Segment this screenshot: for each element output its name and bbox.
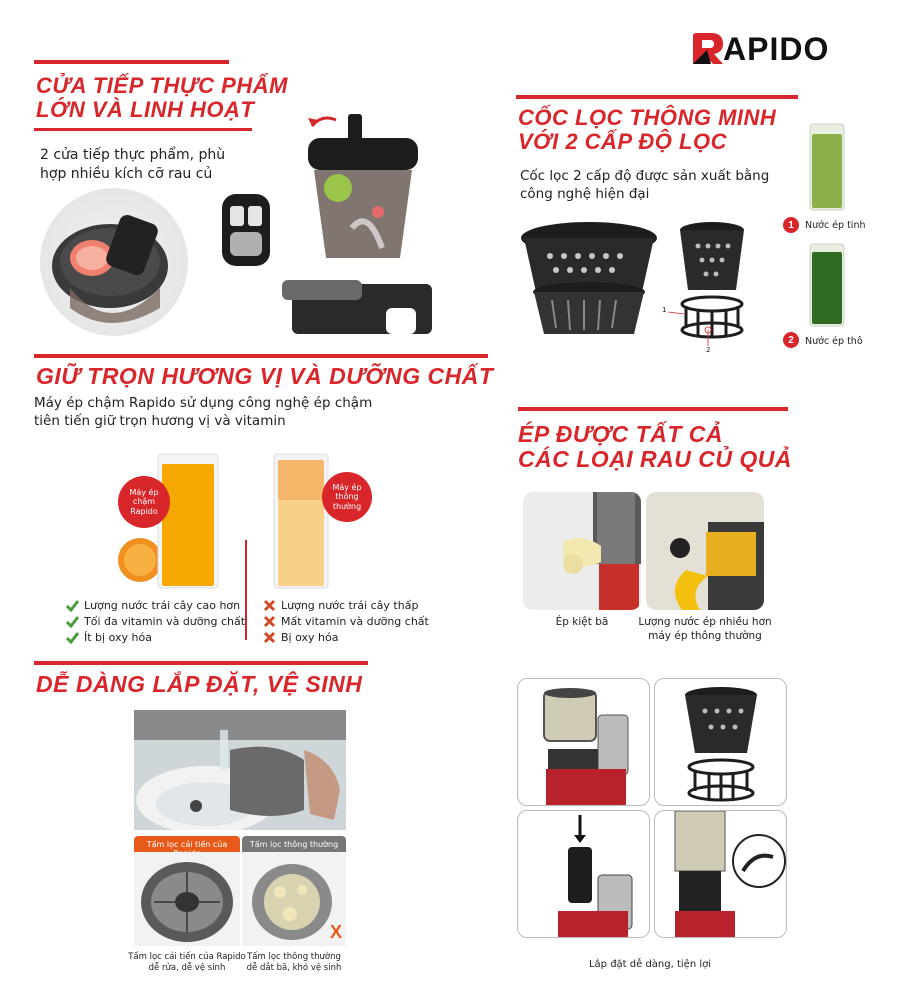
filter-title: CỐC LỌC THÔNG MINH VỚI 2 CẤP ĐỘ LỌC (518, 105, 777, 155)
pros-item: Lượng nước trái cây cao hơn (66, 597, 245, 613)
feed-title: CỬA TIẾP THỰC PHẨM LỚN VÀ LINH HOẠT (36, 73, 288, 123)
section-divider (34, 128, 252, 131)
filter-basket-photo (516, 216, 662, 346)
washing-photo (134, 710, 346, 830)
level-2-label: Nước ép thô (805, 336, 863, 347)
juice-flow-caption: Lượng nước ép nhiều hơn máy ép thông thường (638, 616, 772, 642)
fine-juice-glass-photo (806, 122, 848, 212)
diagram-level-2-label: 2 (706, 346, 711, 354)
flavor-description: Máy ép chậm Rapido sử dụng công nghệ ép chậm tiên tiến giữ trọn hương vị và vitamin (34, 395, 373, 430)
check-icon (66, 615, 79, 628)
improved-filter-tag: Tấm lọc cải tiến của (134, 836, 240, 862)
diagram-level-1-label: 1 (662, 306, 667, 314)
level-1-badge: 1 (783, 217, 799, 233)
assembly-step-3-photo (517, 810, 650, 938)
small-feed-cap-photo (218, 190, 274, 270)
x-mark: X (330, 922, 343, 942)
filter-diagram-photo (664, 220, 754, 352)
cons-item: Bị oxy hóa (263, 629, 429, 645)
assembly-step-4-photo (654, 810, 787, 938)
pulp-caption: Ép kiệt bã (555, 616, 609, 628)
logo-text: APIDO (723, 30, 830, 67)
level-1-label: Nước ép tinh (805, 220, 866, 231)
check-icon (66, 599, 79, 612)
section-divider (34, 60, 229, 64)
improved-filter-photo (134, 852, 240, 946)
regular-juicer-badge: Máy ép thông thường (322, 472, 372, 522)
cleaning-title: DỄ DÀNG LẮP ĐẶT, VỆ SINH (36, 671, 363, 697)
all-produce-title: ÉP ĐƯỢC TẤT CẢ CÁC LOẠI RAU CỦ QUẢ (518, 421, 792, 473)
flavor-title: GIỮ TRỌN HƯƠNG VỊ VÀ DƯỠNG CHẤT (36, 363, 494, 389)
section-divider (34, 661, 368, 665)
assembly-step-1-photo (517, 678, 650, 806)
filter-description: Cốc lọc 2 cấp độ được sản xuất bằng công nghệ hiện đại (520, 168, 770, 203)
section-divider (518, 407, 788, 411)
regular-filter-caption: Tấm lọc thông thường dễ dắt bã, khó vệ sinh (246, 952, 342, 974)
pulp-photo (523, 492, 641, 610)
section-divider (516, 95, 798, 99)
rapido-juicer-badge: Máy ép chậm Rapido (118, 476, 170, 528)
improved-filter-caption: Tấm lọc cải tiến của Rapido dễ rửa, dễ vệ sinh (128, 952, 246, 974)
feed-description: 2 cửa tiếp thực phẩm, phù hợp nhiều kích cỡ rau củ (40, 147, 226, 182)
check-icon (66, 631, 79, 644)
brand-logo (689, 30, 829, 68)
assembly-caption: Lắp đặt dễ dàng, tiện lợi (588, 959, 712, 970)
comparison-divider (245, 540, 247, 640)
assembly-step-2-photo (654, 678, 787, 806)
cons-item: Lượng nước trái cây thấp (263, 597, 429, 613)
level-2-badge: 2 (783, 332, 799, 348)
regular-juice-photo (270, 452, 332, 592)
juice-flow-photo (646, 492, 764, 610)
pros-list (66, 597, 245, 645)
feed-chute-photo (40, 188, 188, 336)
cons-list (263, 597, 429, 645)
cross-icon (263, 631, 276, 644)
cross-icon (263, 615, 276, 628)
coarse-juice-glass-photo (806, 242, 848, 328)
cons-item: Mất vitamin và dưỡng chất (263, 613, 429, 629)
section-divider (34, 354, 488, 358)
cross-icon (263, 599, 276, 612)
pros-item: Ít bị oxy hóa (66, 629, 245, 645)
pros-item: Tối đa vitamin và dưỡng chất (66, 613, 245, 629)
logo-mark-icon (689, 30, 727, 68)
juicer-feed-photo (282, 108, 432, 334)
regular-filter-tag: Tấm lọc thông thường (242, 836, 346, 853)
